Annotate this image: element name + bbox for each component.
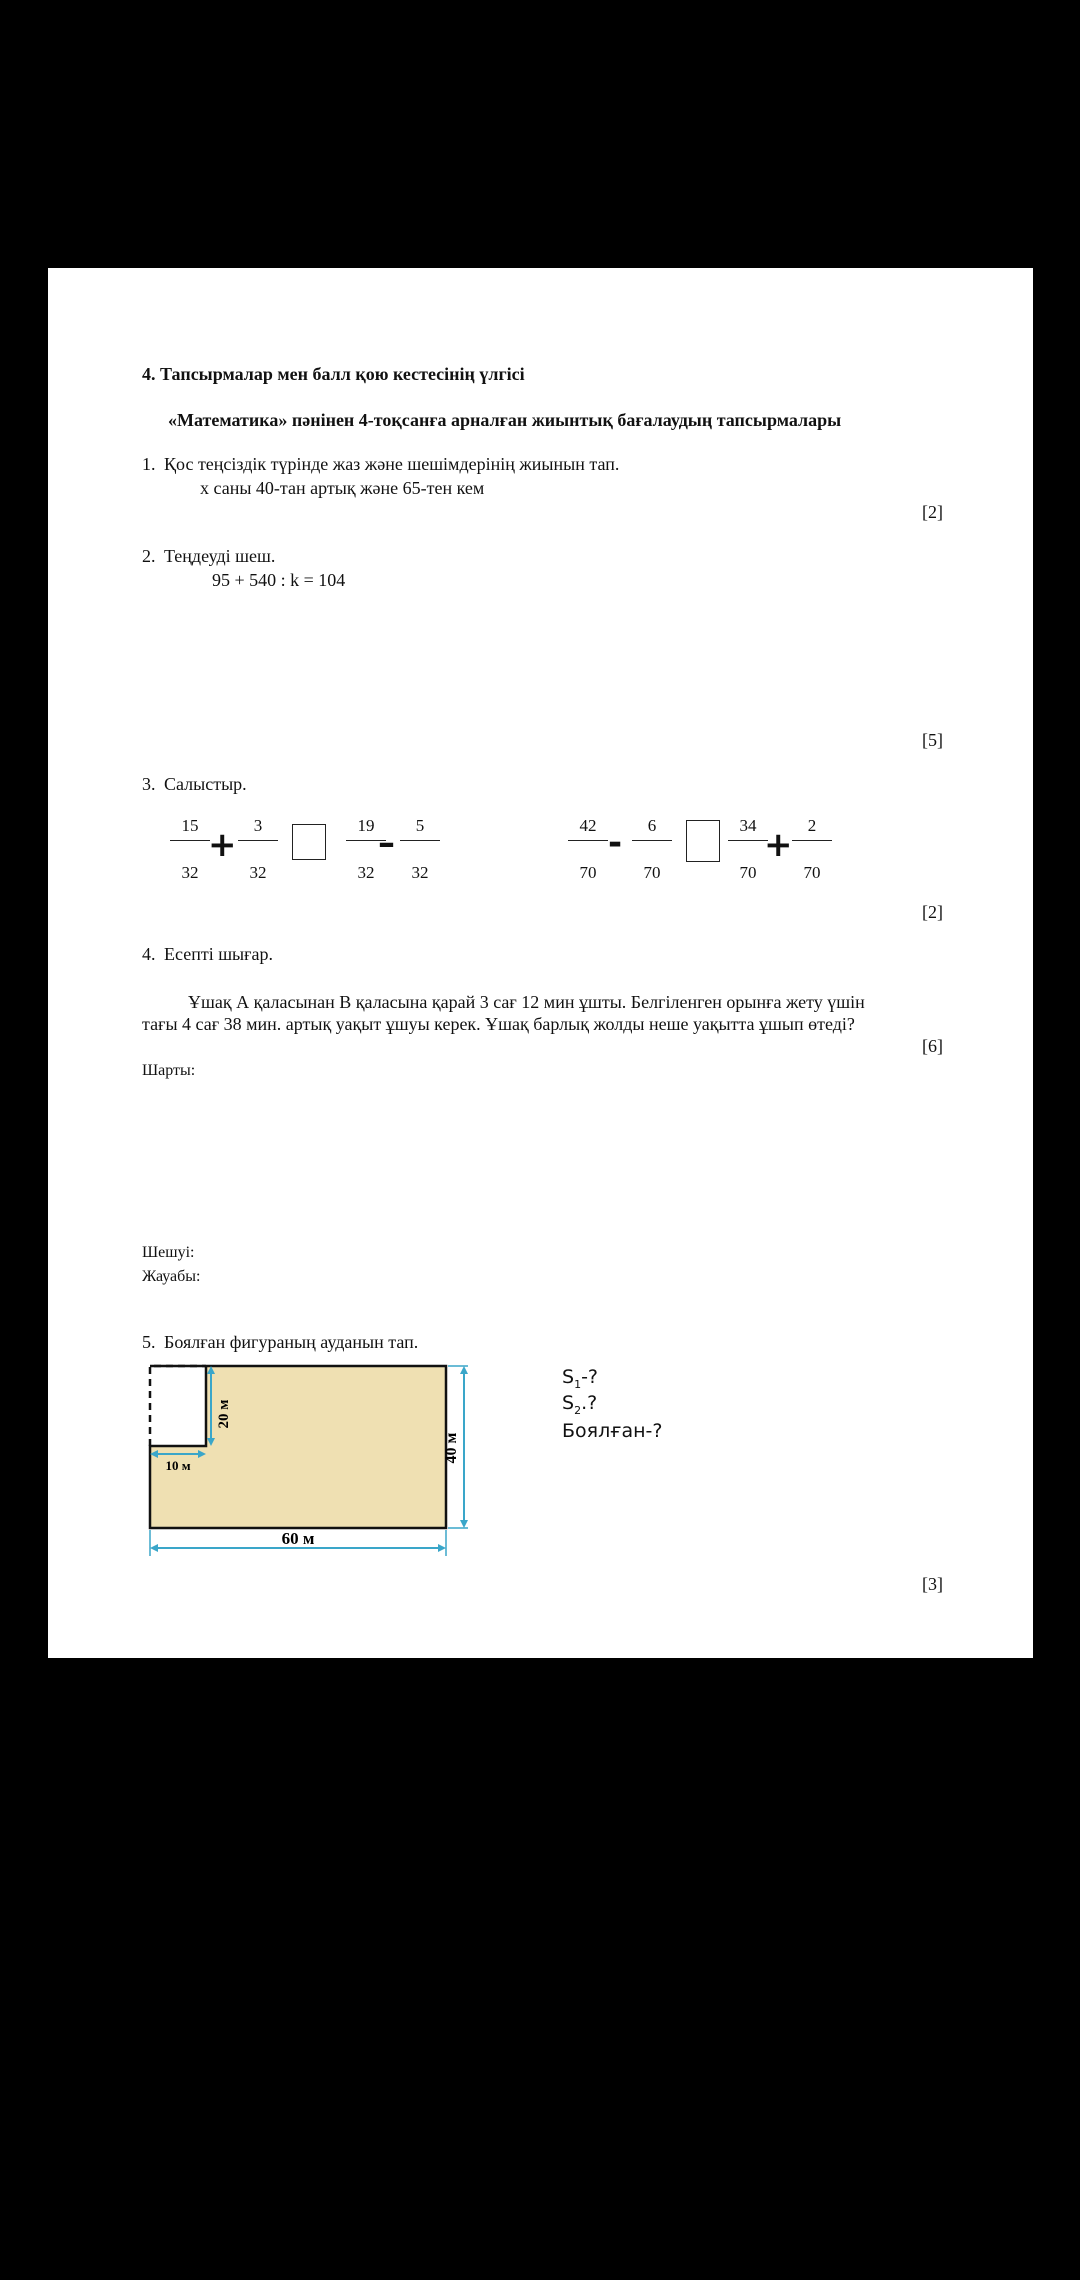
cutout-square-outline: [150, 1366, 206, 1446]
arrowhead: [438, 1544, 446, 1552]
fraction-5-32: [400, 816, 440, 883]
section-title: 4. Тапсырмалар мен балл қою кестесінің үлгісі: [142, 364, 525, 384]
fraction-denominator: 70: [579, 863, 597, 882]
task5-text: Боялған фигураның ауданын тап.: [164, 1332, 419, 1352]
solution-label: Шешуі:: [142, 1244, 195, 1261]
fraction-denominator: 32: [357, 863, 375, 882]
shaded-area-question: Боялған-?: [562, 1420, 663, 1442]
worksheet-subtitle: «Математика» пәнінен 4-тоқсанға арналған жиынтық бағалаудың тапсырмалары: [168, 410, 842, 430]
s2-subscript: 2: [574, 1403, 582, 1417]
task5-number: 5.: [142, 1332, 156, 1352]
fraction-42-70: [568, 816, 608, 883]
s2-symbol: S: [562, 1392, 575, 1414]
fraction-numerator: 2: [792, 816, 832, 841]
s1-subscript: 1: [574, 1377, 582, 1391]
answer-label: Жауабы:: [142, 1268, 201, 1285]
fraction-numerator: 15: [170, 816, 210, 841]
task4-text: Есепті шығар.: [164, 944, 274, 964]
s1-question: [562, 1366, 598, 1391]
fraction-15-32: [170, 816, 210, 883]
task4-score: [6]: [922, 1036, 943, 1056]
fraction-denominator: 70: [643, 863, 661, 882]
fraction-denominator: 32: [181, 863, 199, 882]
fraction-numerator: 34: [728, 816, 768, 841]
task3-score: [2]: [922, 902, 943, 922]
s1-symbol: S: [562, 1366, 575, 1388]
dim-label-60: 60 м: [281, 1529, 315, 1548]
fraction-denominator: 32: [249, 863, 267, 882]
fraction-numerator: 42: [568, 816, 608, 841]
task2-equation: 95 + 540 : k = 104: [212, 570, 346, 590]
plus-sign: +: [208, 825, 237, 865]
worksheet-page: [48, 268, 1033, 1658]
compare-answer-box-right[interactable]: [686, 820, 720, 862]
task3-number: 3.: [142, 774, 156, 794]
task3-text: Салыстыр.: [164, 774, 247, 794]
compare-answer-box-left[interactable]: [292, 824, 326, 860]
task4-problem-line1: Ұшақ А қаласынан В қаласына қарай 3 сағ 12 мин ұшты. Белгіленген орынға жету үшін: [188, 992, 865, 1012]
task1-score: [2]: [922, 502, 943, 522]
task5-score: [3]: [922, 1574, 943, 1594]
fraction-2-70: [792, 816, 832, 883]
task2-number: 2.: [142, 546, 156, 566]
fraction-numerator: 3: [238, 816, 278, 841]
task4-number: 4.: [142, 944, 156, 964]
s1-tail: -?: [581, 1366, 599, 1388]
arrowhead: [150, 1544, 158, 1552]
task1-number: 1.: [142, 454, 156, 474]
arrowhead: [460, 1366, 468, 1374]
task2-text: Теңдеуді шеш.: [164, 546, 276, 566]
fraction-denominator: 32: [411, 863, 429, 882]
task4-problem-line2: тағы 4 сағ 38 мин. артық уақыт ұшуы керек. Ұшақ барлық жолды неше уақытта ұшып өтеді?: [142, 1014, 855, 1034]
s2-tail: .?: [581, 1392, 598, 1414]
task1-detail: х саны 40-тан артық және 65-тен кем: [200, 478, 485, 498]
area-figure: [138, 1362, 458, 1562]
fraction-3-32: [238, 816, 278, 883]
dim-label-40: 40 м: [443, 1432, 460, 1464]
shaded-region: [150, 1366, 446, 1528]
fraction-denominator: 70: [739, 863, 757, 882]
fraction-denominator: 70: [803, 863, 821, 882]
fraction-numerator: 19: [346, 816, 386, 841]
plus-sign: +: [764, 825, 793, 865]
minus-sign: -: [608, 823, 623, 863]
dim-label-10: 10 м: [165, 1458, 191, 1473]
task1-text: Қос теңсіздік түрінде жаз және шешімдерінің жиынын тап.: [164, 454, 620, 474]
fraction-numerator: 6: [632, 816, 672, 841]
dim-label-20: 20 м: [216, 1399, 232, 1429]
fraction-numerator: 5: [400, 816, 440, 841]
condition-label: Шарты:: [142, 1062, 196, 1079]
arrowhead: [460, 1520, 468, 1528]
scan-edge-shadow: [80, 238, 1000, 266]
task2-score: [5]: [922, 730, 943, 750]
minus-sign: –: [378, 823, 395, 863]
s2-question: [562, 1392, 597, 1417]
fraction-34-70: [728, 816, 768, 883]
fraction-6-70: [632, 816, 672, 883]
